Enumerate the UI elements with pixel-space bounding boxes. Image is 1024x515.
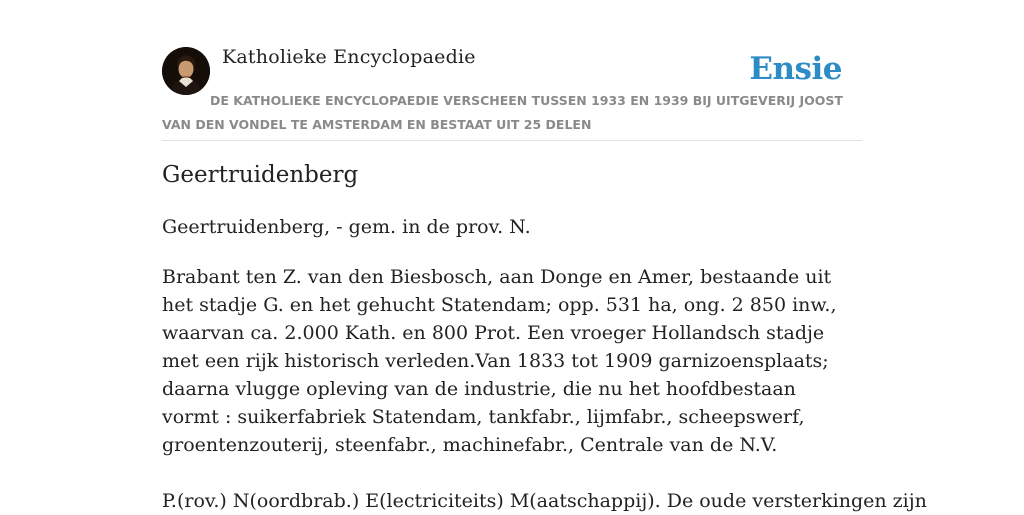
publication-title[interactable]: Katholieke Encyclopaedie — [222, 46, 476, 68]
ensie-logo[interactable]: Ensie — [749, 51, 842, 87]
publication-description: DE KATHOLIEKE ENCYCLOPAEDIE VERSCHEEN TUSSEN 1933 EN 1939 BIJ UITGEVERIJ JOOST VAN DEN VONDEL TE AMSTERDAM EN BESTAAT UIT 25 DELEN — [162, 93, 843, 132]
article-title: Geertruidenberg — [162, 162, 359, 188]
publication-header — [162, 0, 862, 141]
article-paragraph: Brabant ten Z. van den Biesbosch, aan Donge en Amer, bestaande uit het stadje G. en het gehucht Statendam; opp. 531 ha, ong. 2 850 inw., waarvan ca. 2.000 Kath. en 800 Prot. Een vroeger Hollandsch stadje met een rijk historisch verleden.Van 1833 tot 1909 garnizoensplaats; daarna vlugge opleving van de industrie, die nu het hoofdbestaan vormt : suikerfabriek Statendam, tankfabr., lijmfabr., scheepswerf, groentenzouterij, steenfabr., machinefabr., Centrale van de N.V. — [162, 266, 837, 456]
article-paragraph: Geertruidenberg, - gem. in de prov. N. — [162, 216, 531, 238]
publication-avatar[interactable] — [162, 47, 210, 95]
article-paragraph: P.(rov.) N(oordbrab.) E(lectriciteits) M(aatschappij). De oude versterkingen zijn — [162, 490, 927, 512]
portrait-icon — [162, 47, 210, 95]
page-container — [162, 0, 927, 512]
